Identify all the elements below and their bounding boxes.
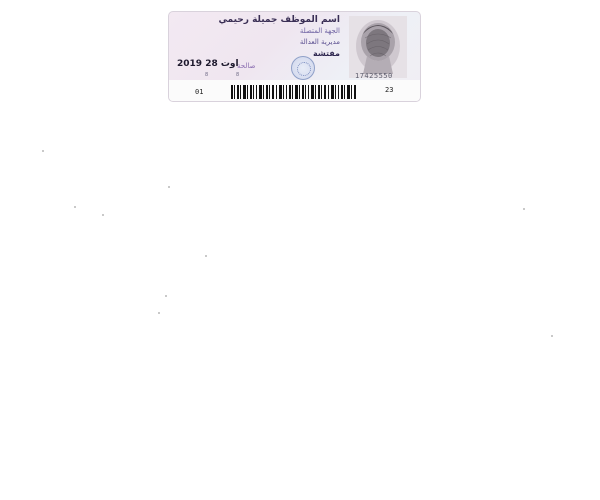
card-code-right: 23 — [385, 86, 394, 94]
role-line: مفتشة — [313, 49, 340, 58]
small-mark-left: 8 — [205, 72, 209, 78]
official-seal-icon — [291, 56, 315, 80]
holder-name: اسم الموظف جميلة رحيمي — [218, 15, 340, 25]
scan-speck — [158, 312, 160, 314]
valid-label: صالحة — [237, 62, 256, 70]
barcode-icon — [231, 84, 357, 98]
portrait-photo — [349, 16, 407, 78]
small-mark-right: 8 — [236, 72, 240, 78]
issuer-line: الجهة المتصلة — [299, 27, 340, 35]
scan-speck — [551, 335, 553, 337]
card-code-left: 01 — [195, 88, 204, 96]
scan-speck — [205, 255, 207, 257]
scan-speck — [168, 186, 170, 188]
scan-speck — [42, 150, 44, 152]
scan-speck — [523, 208, 525, 210]
expiry-date: 2019 اوت 28 — [177, 59, 239, 69]
department-line: مديرية العدالة — [299, 38, 340, 46]
id-card — [168, 11, 421, 102]
scan-speck — [165, 295, 167, 297]
scan-speck — [74, 206, 76, 208]
scan-speck — [102, 214, 104, 216]
card-number: 17425550 — [355, 72, 393, 80]
